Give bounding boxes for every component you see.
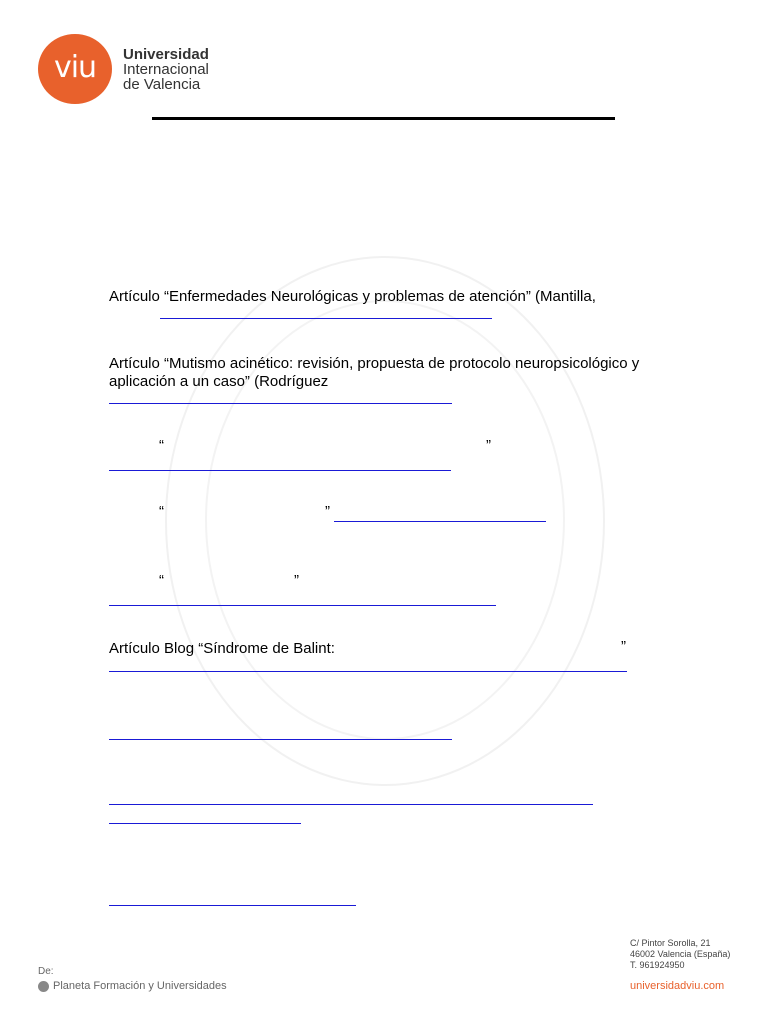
footer-address-line2: 46002 Valencia (España): [630, 949, 731, 959]
reference-4-close-quote: ”: [325, 503, 330, 520]
reference-3-link[interactable]: [109, 470, 451, 471]
footer-phone: T. 961924950: [630, 960, 685, 970]
footer-planeta: [38, 980, 227, 992]
globe-icon: [38, 981, 49, 992]
footer-address-line1: C/ Pintor Sorolla, 21: [630, 938, 711, 948]
reference-7-link[interactable]: [109, 739, 452, 740]
logo-line-1: Universidad: [123, 46, 209, 63]
reference-4-open-quote: “: [159, 503, 164, 520]
footer-address: [630, 938, 730, 971]
reference-2-text-line1: Artículo “Mutismo acinético: revisión, propuesta de protocolo neuropsicológico y: [109, 355, 640, 372]
reference-5-open-quote: “: [159, 572, 164, 589]
reference-2-text-line2: aplicación a un caso” (Rodríguez: [109, 373, 329, 390]
reference-8-link-line1[interactable]: [109, 804, 593, 805]
reference-5-link[interactable]: [109, 605, 496, 606]
reference-3-close-quote: ”: [486, 437, 491, 454]
reference-4-link[interactable]: [334, 521, 546, 522]
reference-9-link[interactable]: [109, 905, 356, 906]
reference-1-link[interactable]: [160, 318, 492, 319]
logo-line-3: de Valencia: [123, 76, 201, 93]
reference-1-text: Artículo “Enfermedades Neurológicas y problemas de atención” (Mantilla,: [109, 288, 596, 305]
logo-wordmark: [123, 47, 209, 92]
reference-6-close-quote: ”: [621, 638, 626, 655]
footer-de-label: De:: [38, 966, 54, 977]
footer-planeta-label: Planeta Formación y Universidades: [53, 980, 227, 992]
logo-mark: viu: [53, 49, 97, 85]
reference-6-link[interactable]: [109, 671, 627, 672]
reference-3-open-quote: “: [159, 437, 164, 454]
reference-2-link[interactable]: [109, 403, 452, 404]
title-rule: [152, 117, 615, 120]
footer-website: universidadviu.com: [630, 980, 725, 992]
reference-6-text: Artículo Blog “Síndrome de Balint:: [109, 640, 335, 657]
viu-logo: [38, 34, 112, 104]
reference-8-link-line2[interactable]: [109, 823, 301, 824]
logo-line-2: Internacional: [123, 61, 209, 78]
reference-5-close-quote: ”: [294, 572, 299, 589]
